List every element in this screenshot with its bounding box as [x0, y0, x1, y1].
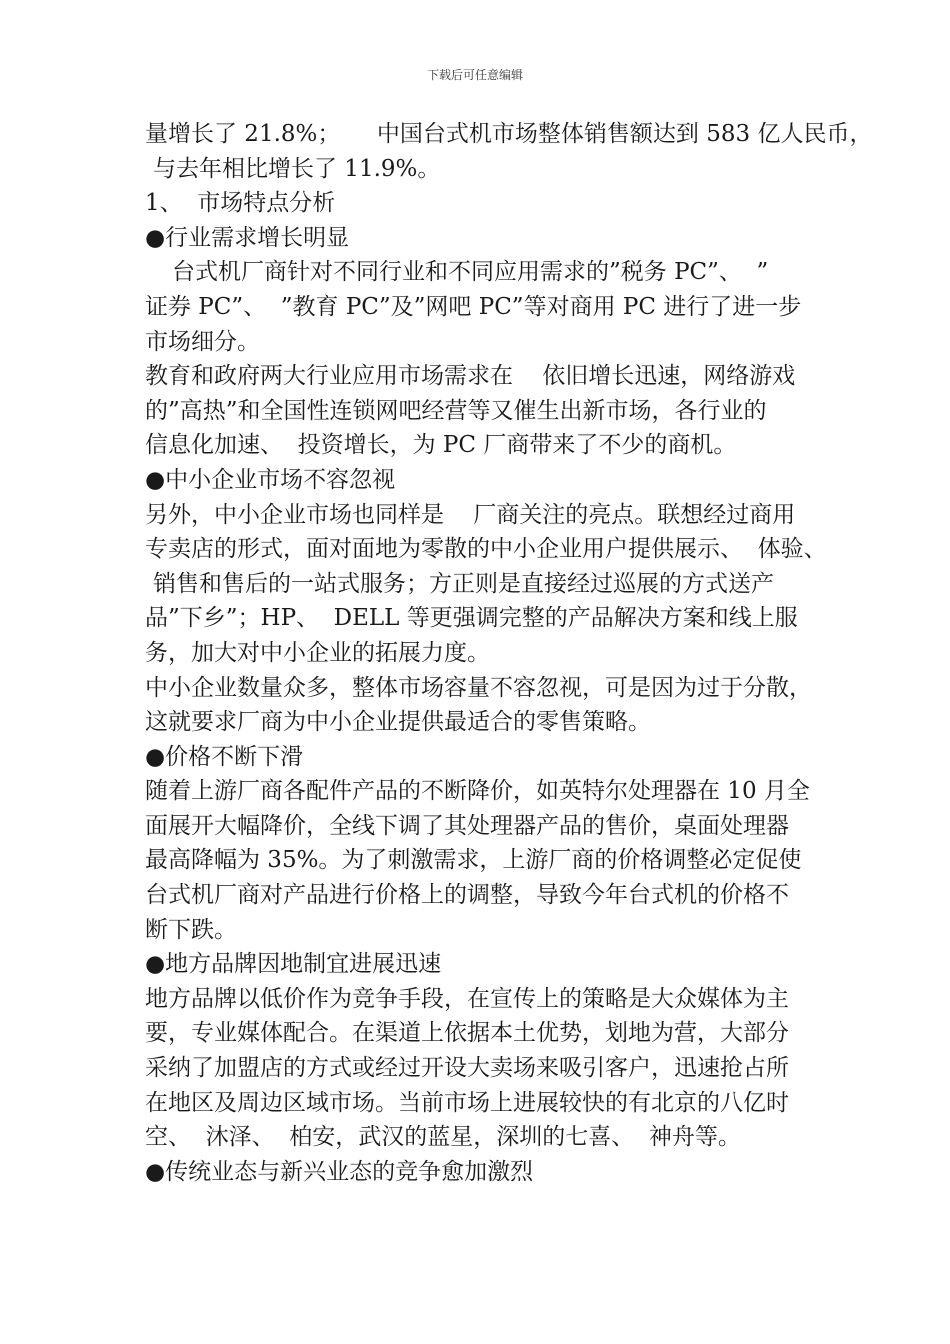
paragraph-line: 面展开大幅降价，全线下调了其处理器产品的售价，桌面处理器	[145, 812, 789, 839]
paragraph-line: 断下跌。	[145, 916, 237, 943]
paragraph-line: 要，专业媒体配合。在渠道上依据本土优势，划地为营，大部分	[145, 1020, 789, 1047]
section-heading: 1、 市场特点分析	[145, 190, 336, 217]
page-header: 下载后可任意编辑	[426, 68, 523, 82]
paragraph-line: 教育和政府两大行业应用市场需求在 依旧增长迅速，网络游戏	[145, 363, 796, 390]
paragraph-line: 市场细分。	[145, 328, 260, 355]
paragraph-line: 与去年相比增长了 11.9%。	[153, 155, 441, 182]
paragraph-line: 台式机厂商针对不同行业和不同应用需求的”税务 PC”、 ”	[172, 259, 769, 286]
paragraph-line: 信息化加速、 投资增长，为 PC 厂商带来了不少的商机。	[145, 432, 737, 459]
paragraph-line: 台式机厂商对产品进行价格上的调整，导致今年台式机的价格不	[145, 882, 789, 909]
paragraph-line: 销售和售后的一站式服务；方正则是直接经过巡展的方式送产	[153, 570, 774, 597]
paragraph-line: 的”高热”和全国性连锁网吧经营等又催生出新市场，各行业的	[145, 397, 767, 424]
paragraph-line: 务，加大对中小企业的拓展力度。	[145, 639, 490, 666]
document-body	[145, 117, 873, 1189]
bullet-heading: ●地方品牌因地制宜进展迅速	[145, 951, 442, 978]
paragraph-line: 采纳了加盟店的方式或经过开设大卖场来吸引客户，迅速抢占所	[145, 1055, 789, 1082]
bullet-heading: ●行业需求增长明显	[145, 224, 350, 251]
paragraph-line: 另外，中小企业市场也同样是 厂商关注的亮点。联想经过商用	[145, 501, 796, 528]
paragraph-line: 中小企业数量众多，整体市场容量不容忽视，可是因为过于分散，	[145, 674, 812, 701]
paragraph-line: 最高降幅为 35%。为了刺激需求，上游厂商的价格调整必定促使	[145, 847, 802, 874]
bullet-heading: ●传统业态与新兴业态的竞争愈加激烈	[145, 1158, 534, 1185]
bullet-heading: ●价格不断下滑	[145, 743, 304, 770]
paragraph-line: 地方品牌以低价作为竞争手段，在宣传上的策略是大众媒体为主	[145, 985, 789, 1012]
paragraph-line: 这就要求厂商为中小企业提供最适合的零售策略。	[145, 709, 651, 736]
paragraph-line: 专卖店的形式，面对面地为零散的中小企业用户提供展示、 体验、	[145, 536, 827, 563]
paragraph-line: 在地区及周边区域市场。当前市场上进展较快的有北京的八亿时	[145, 1089, 789, 1116]
paragraph-line: 证券 PC”、 ”教育 PC”及”网吧 PC”等对商用 PC 进行了进一步	[145, 293, 802, 320]
paragraph-line: 品”下乡”；HP、 DELL 等更强调完整的产品解决方案和线上服	[145, 605, 798, 632]
bullet-heading: ●中小企业市场不容忽视	[145, 466, 396, 493]
paragraph-line: 量增长了 21.8%； 中国台式机市场整体销售额达到 583 亿人民币，	[145, 121, 873, 147]
paragraph-line: 空、 沐泽、 柏安，武汉的蓝星，深圳的七喜、 神舟等。	[145, 1124, 741, 1151]
paragraph-line: 随着上游厂商各配件产品的不断降价，如英特尔处理器在 10 月全	[145, 778, 810, 805]
